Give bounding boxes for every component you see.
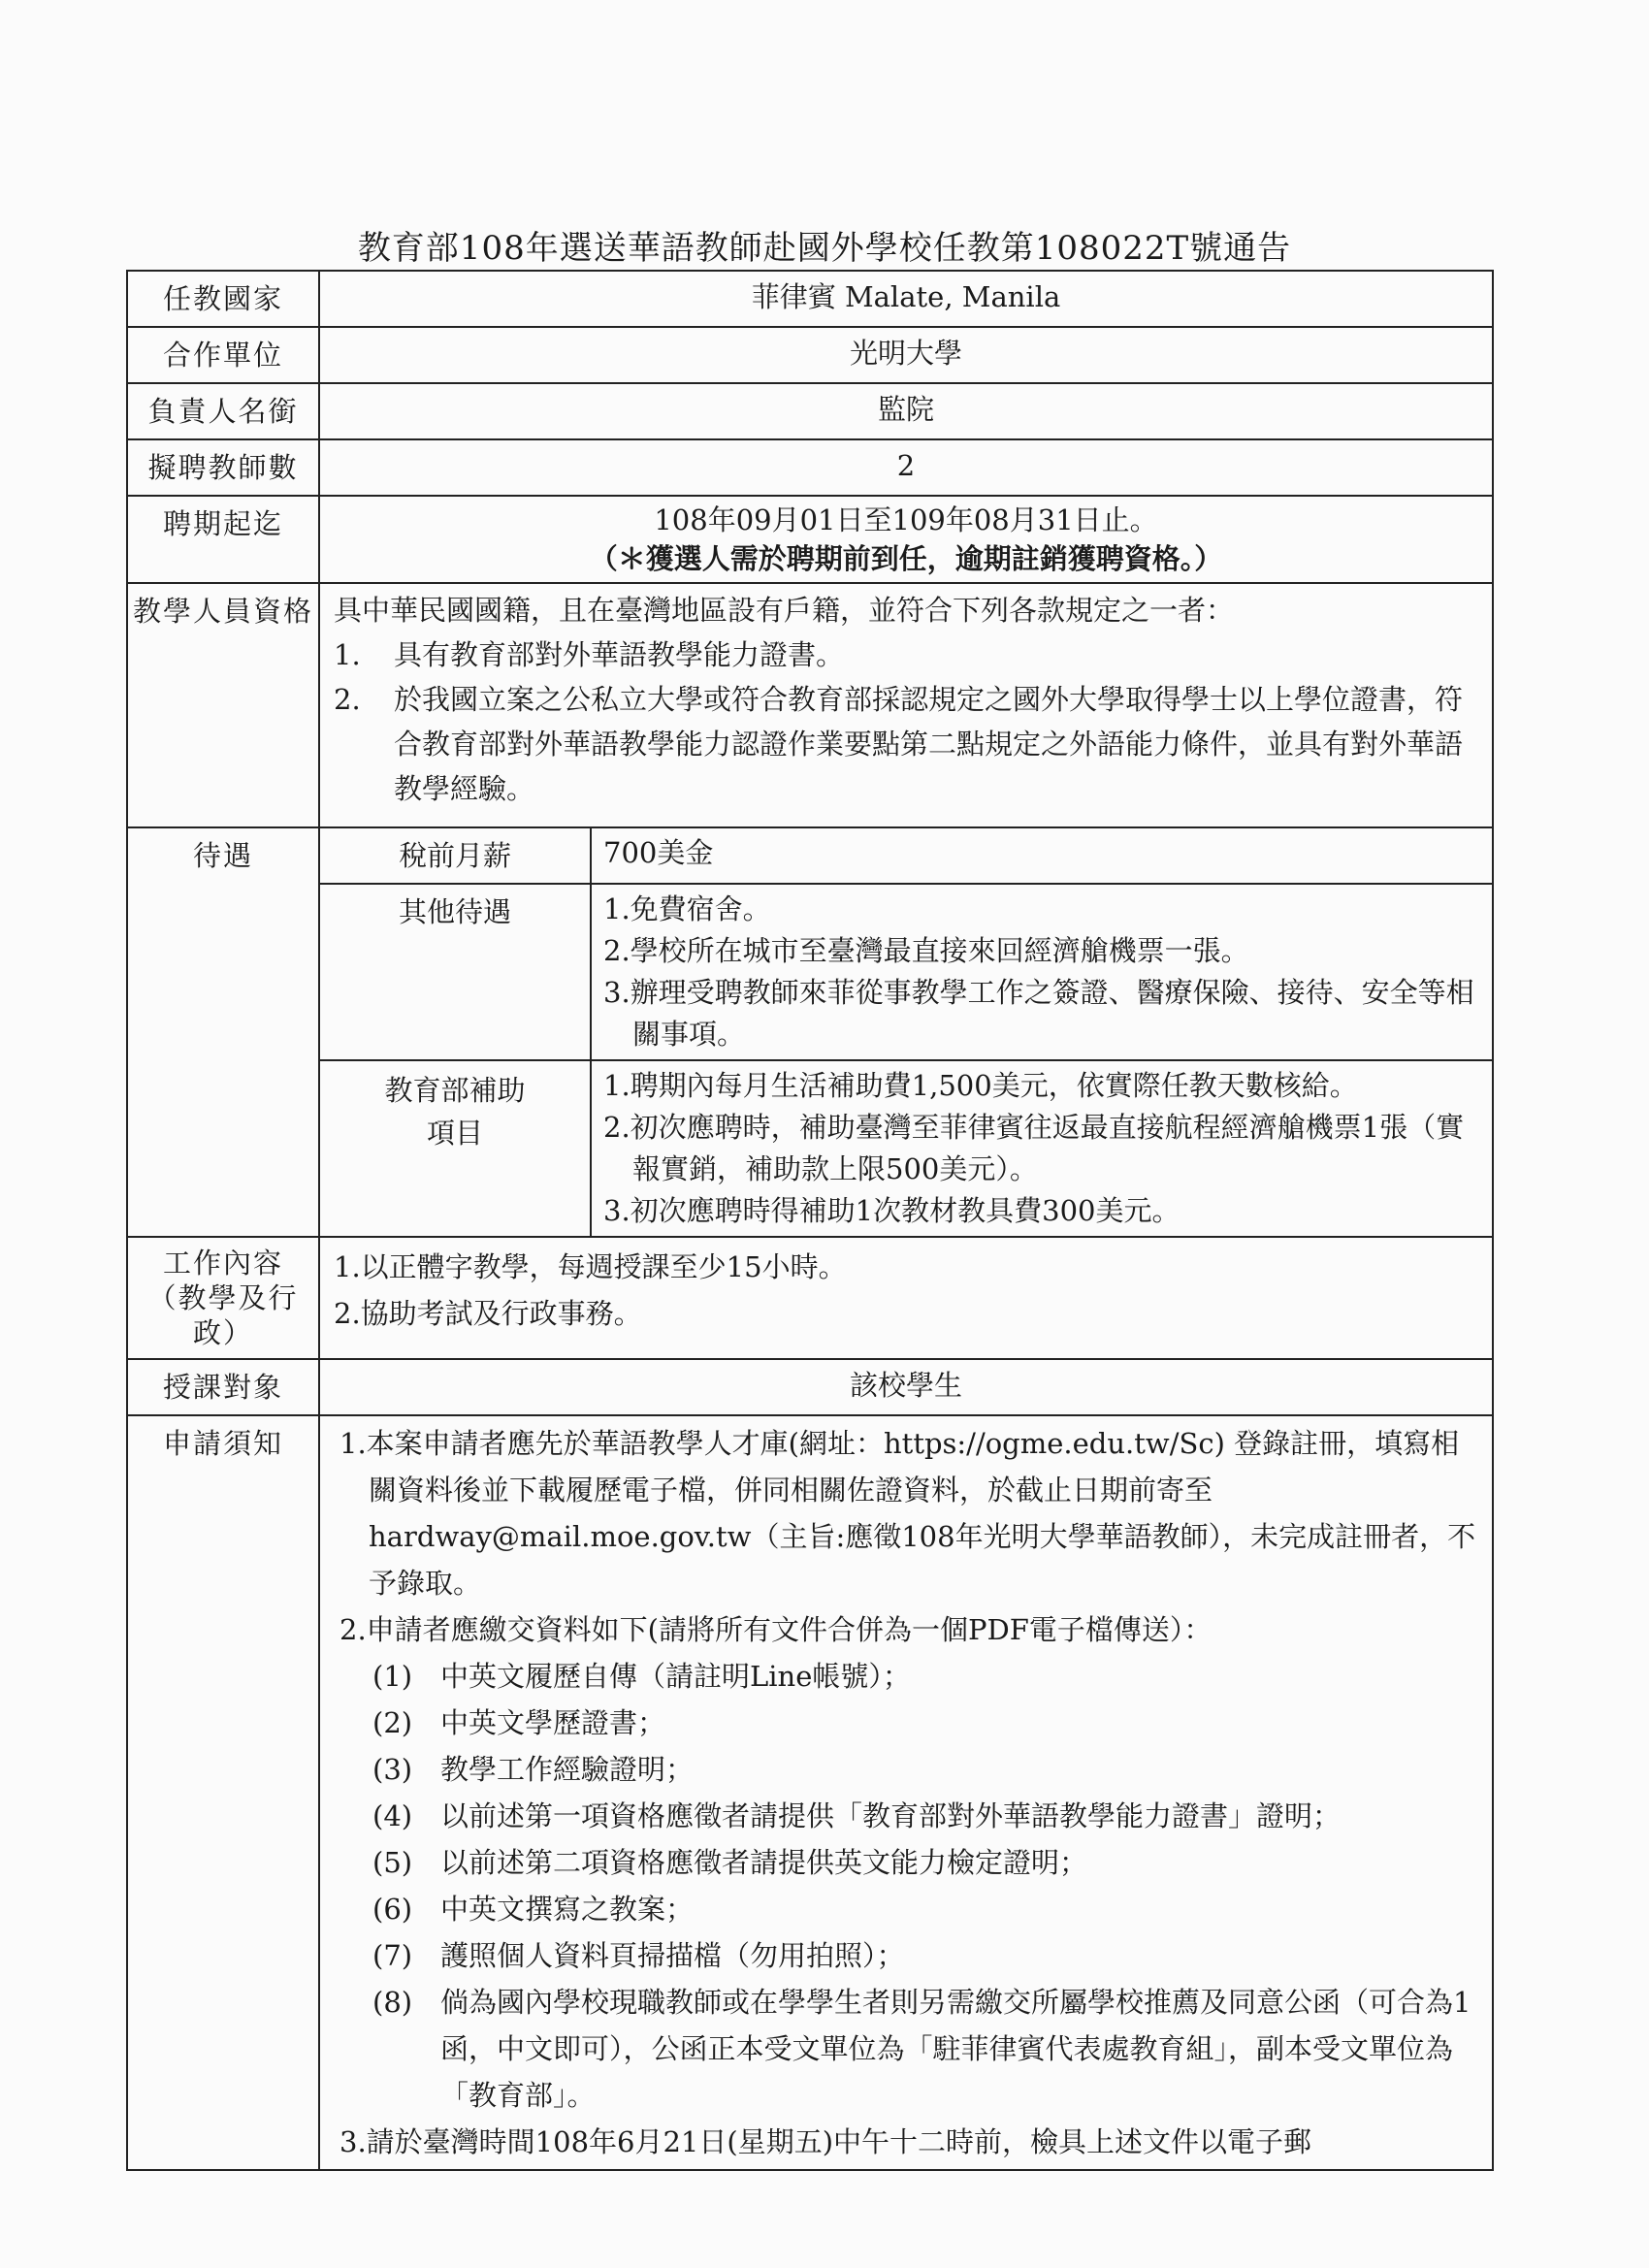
label-benefits: 待遇: [127, 827, 319, 1237]
list-item: 1.免費宿舍。: [603, 892, 771, 925]
row-head-title: [127, 383, 1493, 439]
period-note: （＊獲選人需於聘期前到任，逾期註銷獲聘資格。）: [589, 542, 1223, 575]
row-partner: [127, 327, 1493, 383]
list-item: (3) 教學工作經驗證明；: [372, 1753, 695, 1786]
list-item: 3.辦理受聘教師來菲從事教學工作之簽證、醫療保險、接待、安全等相關事項。: [603, 976, 1474, 1051]
application-item-3: 3.請於臺灣時間108年6月21日(星期五)中午十二時前，檢具上述文件以電子郵: [340, 2125, 1312, 2158]
row-application: [127, 1415, 1493, 2170]
row-benefits: [127, 827, 1493, 1237]
application-item-1: 1.本案申請者應先於華語教學人才庫(網址：https://ogme.edu.tw/Sc) 登錄註冊，填寫相關資料後並下載履歷電子檔，併同相關佐證資料，於截止日期前寄至hardway@mail.moe.gov.tw（主旨:應徵108年光明大學華語教師），未完成註冊者，不予錄取。: [340, 1427, 1476, 1600]
label-work: 工作內容（教學及行政）: [127, 1237, 319, 1359]
row-teachers: [127, 439, 1493, 496]
list-item: 2. 於我國立案之公私立大學或符合教育部採認規定之國外大學取得學士以上學位證書，符合教育部對外華語教學能力認證作業要點第二點規定之外語能力條件，並具有對外華語教學經驗。: [334, 683, 1464, 805]
row-period: [127, 496, 1493, 583]
list-item: 3.初次應聘時得補助1次教材教具費300美元。: [603, 1194, 1180, 1227]
value-head-title: 監院: [319, 383, 1493, 439]
value-target: 該校學生: [319, 1359, 1493, 1415]
value-partner: 光明大學: [319, 327, 1493, 383]
row-target: [127, 1359, 1493, 1415]
list-item: (8) 倘為國內學校現職教師或在學學生者則另需繳交所屬學校推薦及同意公函（可合為1函，中文即可），公函正本受文單位為「駐菲律賓代表處教育組」，副本受文單位為「教育部」。: [372, 1986, 1471, 2112]
list-item: (4) 以前述第一項資格應徵者請提供「教育部對外華語教學能力證書」證明；: [372, 1799, 1342, 1832]
label-country: 任教國家: [127, 271, 319, 327]
period-dates: 108年09月01日至109年08月31日止。: [654, 503, 1158, 536]
label-salary: 稅前月薪: [320, 828, 591, 884]
list-item: (7) 護照個人資料頁掃描檔（勿用拍照）；: [372, 1939, 905, 1972]
label-teachers: 擬聘教師數: [127, 439, 319, 496]
list-item: 1. 具有教育部對外華語教學能力證書。: [334, 638, 845, 671]
list-item: 1.聘期內每月生活補助費1,500美元，依實際任教天數核給。: [603, 1069, 1358, 1102]
list-item: 2.協助考試及行政事務。: [334, 1297, 642, 1330]
label-partner: 合作單位: [127, 327, 319, 383]
label-target: 授課對象: [127, 1359, 319, 1415]
label-moe-subsidy: 教育部補助項目: [320, 1060, 591, 1236]
value-country: 菲律賓 Malate, Manila: [319, 271, 1493, 327]
list-item: 2.初次應聘時，補助臺灣至菲律賓往返最直接航程經濟艙機票1張（實報實銷，補助款上限500美元）。: [603, 1111, 1465, 1185]
list-item: (2) 中英文學歷證書；: [372, 1706, 666, 1739]
row-qualification: [127, 583, 1493, 827]
notice-table: [126, 270, 1494, 2171]
list-item: (6) 中英文撰寫之教案；: [372, 1893, 695, 1926]
page-title: 教育部108年選送華語教師赴國外學校任教第108022T號通告: [357, 229, 1292, 268]
benefits-table: [320, 828, 1492, 1236]
value-teachers: 2: [319, 439, 1493, 496]
label-application: 申請須知: [127, 1415, 319, 2170]
value-salary: 700美金: [603, 836, 714, 869]
qualification-intro: 具中華民國國籍，且在臺灣地區設有戶籍，並符合下列各款規定之一者：: [334, 594, 1235, 627]
list-item: (5) 以前述第二項資格應徵者請提供英文能力檢定證明；: [372, 1846, 1088, 1879]
list-item: 1.以正體字教學，每週授課至少15小時。: [334, 1250, 847, 1283]
label-qualification: 教學人員資格: [127, 583, 319, 827]
label-other-benefits: 其他待遇: [320, 884, 591, 1060]
label-head-title: 負責人名銜: [127, 383, 319, 439]
label-period: 聘期起迄: [127, 496, 319, 583]
list-item: 2.學校所在城市至臺灣最直接來回經濟艙機票一張。: [603, 934, 1249, 967]
row-country: [127, 271, 1493, 327]
application-item-2: 2.申請者應繳交資料如下(請將所有文件合併為一個PDF電子檔傳送）：: [340, 1613, 1212, 1646]
row-work: [127, 1237, 1493, 1359]
list-item: (1) 中英文履歷自傳（請註明Line帳號）；: [372, 1660, 911, 1693]
